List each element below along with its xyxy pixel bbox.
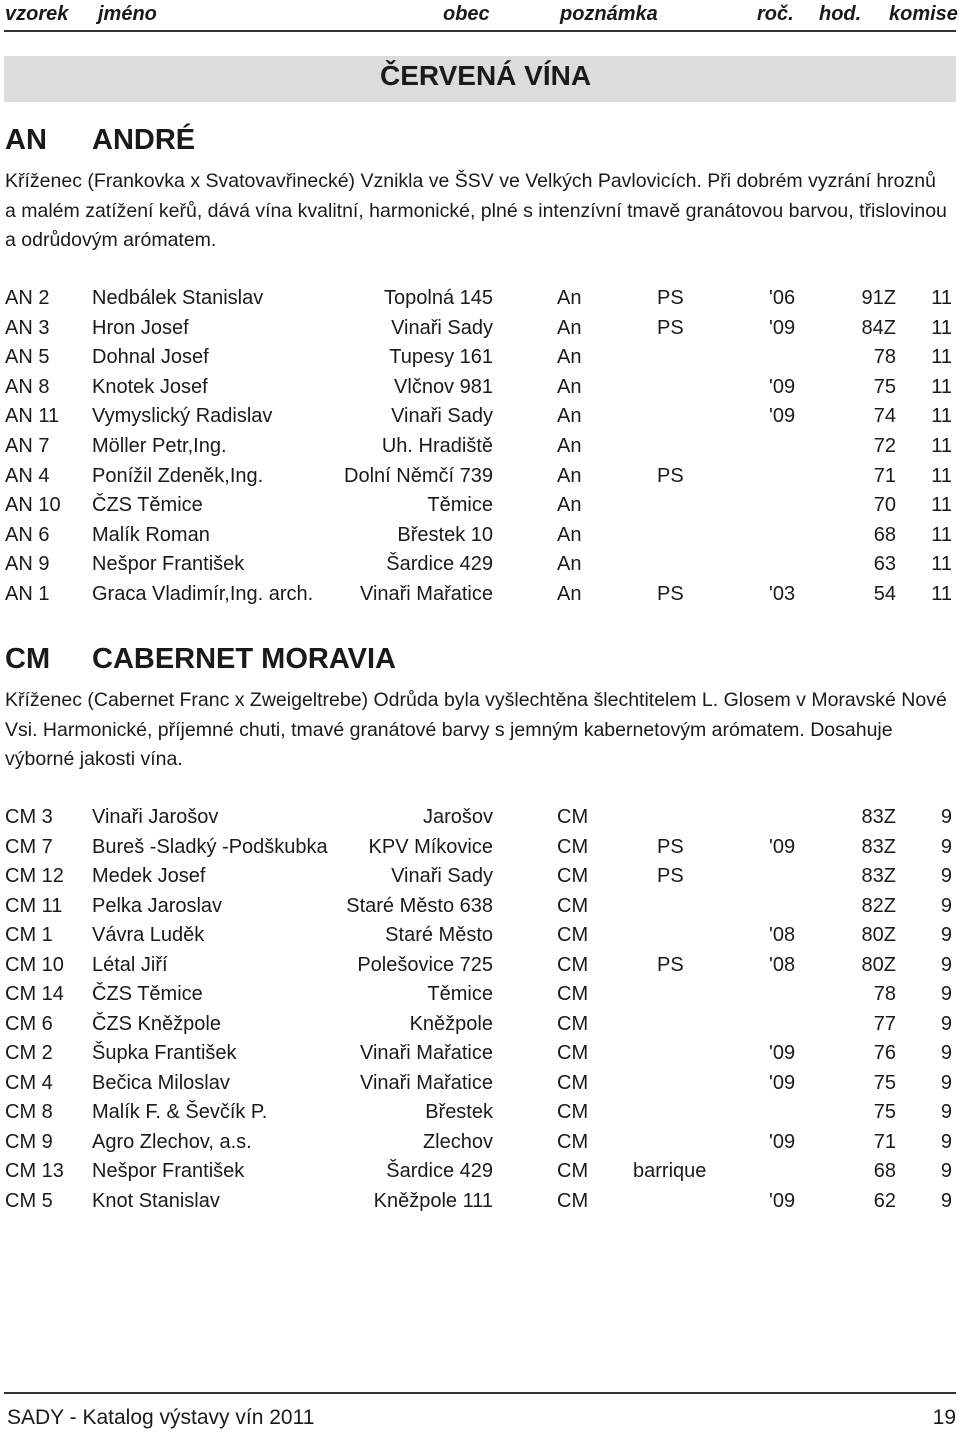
note-variety: CM	[557, 953, 589, 976]
score: 72	[873, 435, 896, 457]
vintage-year: '03	[769, 583, 796, 605]
grower-town: Topolná 145	[384, 287, 493, 309]
commission: 11	[931, 583, 952, 605]
score: 71	[873, 464, 896, 487]
note-variety: An	[557, 375, 582, 398]
table-row	[0, 921, 960, 950]
grower-town: KPV Míkovice	[368, 835, 493, 858]
grower-name: Hron Josef	[92, 316, 189, 339]
score: 83Z	[861, 806, 896, 828]
grower-name: Nedbálek Stanislav	[92, 287, 264, 309]
vintage-year: '09	[769, 1071, 796, 1094]
variety-code: CM	[5, 643, 51, 675]
vintage-year: '09	[769, 316, 796, 339]
sample-code: AN 6	[5, 523, 50, 546]
vintage-year: '08	[769, 953, 796, 976]
note-variety: An	[557, 405, 582, 428]
grower-name: Medek Josef	[92, 865, 206, 887]
note-variety: CM	[557, 1130, 589, 1153]
vintage-year: '09	[769, 1189, 796, 1212]
table-row	[0, 550, 960, 579]
commission: 11	[931, 346, 952, 369]
commission: 9	[940, 806, 952, 828]
score: 80Z	[861, 953, 896, 976]
table-row	[0, 892, 960, 921]
score: 70	[873, 494, 896, 517]
note-variety: CM	[557, 835, 589, 858]
sample-code: CM 13	[5, 1160, 64, 1182]
table-row	[0, 980, 960, 1009]
commission: 9	[940, 953, 952, 976]
note-variety: An	[557, 553, 582, 576]
table-row	[0, 580, 960, 609]
sample-code: CM 12	[5, 865, 64, 887]
table-row	[0, 951, 960, 980]
note-variety: CM	[557, 983, 589, 1005]
grower-town: Jarošov	[422, 806, 493, 828]
variety-name: ANDRÉ	[92, 124, 196, 156]
score: 82Z	[861, 894, 896, 917]
vintage-year: '09	[769, 835, 796, 858]
commission: 9	[940, 1130, 952, 1153]
grower-town: Vinaři Mařatice	[359, 1042, 493, 1064]
grower-name: Graca Vladimír,Ing. arch.	[92, 583, 314, 605]
sample-code: AN 5	[5, 346, 50, 369]
table-row	[0, 521, 960, 550]
header-divider	[4, 30, 956, 32]
note-extra: PS	[657, 953, 684, 976]
sample-code: CM 1	[5, 924, 53, 946]
variety-name: CABERNET MORAVIA	[92, 643, 396, 675]
score: 78	[873, 346, 896, 369]
commission: 11	[931, 494, 952, 517]
score: 68	[873, 1160, 896, 1182]
column-header-row	[0, 0, 960, 30]
grower-town: Tupesy 161	[389, 346, 493, 369]
table-row	[0, 1157, 960, 1186]
commission: 9	[940, 1160, 952, 1182]
note-variety: An	[557, 583, 582, 605]
grower-name: Malík Roman	[92, 523, 210, 546]
vintage-year: '06	[769, 287, 796, 309]
grower-town: Vlčnov 981	[394, 375, 493, 398]
note-variety: CM	[557, 1042, 589, 1064]
note-variety: An	[557, 346, 582, 369]
table-row	[0, 833, 960, 862]
note-variety: An	[557, 464, 582, 487]
note-variety: CM	[557, 806, 589, 828]
commission: 9	[940, 1189, 952, 1212]
grower-town: Břestek 10	[397, 523, 493, 546]
score: 76	[873, 1042, 896, 1064]
col-header-hod: hod.	[819, 3, 862, 25]
note-extra: PS	[657, 835, 684, 858]
grower-name: ČZS Těmice	[92, 494, 203, 517]
note-extra: PS	[657, 287, 684, 309]
score: 74	[873, 405, 896, 428]
note-variety: CM	[557, 1160, 589, 1182]
note-variety: CM	[557, 1189, 589, 1212]
note-variety: An	[557, 316, 582, 339]
variety-description: Kříženec (Cabernet Franc x Zweigeltrebe) Odrůda byla vyšlechtěna šlechtitelem L. Glosem v Moravské Nové Vsi. Harmonické, příjemné chuti, tmavé granátové barvy s jemným kabernetovým arómatem. Dosahuje výborné jakosti vína.	[5, 689, 947, 770]
note-variety: CM	[557, 1101, 589, 1123]
score: 84Z	[861, 316, 896, 339]
grower-town: Šardice 429	[386, 553, 493, 576]
sample-code: CM 9	[5, 1130, 53, 1153]
grower-name: Agro Zlechov, a.s.	[92, 1130, 252, 1153]
commission: 9	[940, 1101, 952, 1123]
sample-code: AN 3	[5, 316, 50, 339]
vintage-year: '09	[769, 375, 796, 398]
table-row	[0, 1128, 960, 1157]
table-row	[0, 1039, 960, 1068]
note-extra: PS	[657, 865, 684, 887]
grower-town: Zlechov	[422, 1130, 493, 1153]
score: 83Z	[861, 865, 896, 887]
col-header-roc: roč.	[757, 3, 794, 25]
sample-code: CM 14	[5, 983, 64, 1005]
commission: 9	[940, 894, 952, 917]
note-variety: An	[557, 287, 582, 309]
grower-town: Staré Město 638	[346, 894, 493, 917]
score: 68	[873, 523, 896, 546]
note-variety: An	[557, 523, 582, 546]
note-variety: CM	[557, 894, 589, 917]
table-row	[0, 314, 960, 343]
commission: 11	[931, 435, 952, 457]
grower-name: ČZS Těmice	[92, 983, 203, 1005]
note-extra: PS	[657, 316, 684, 339]
score: 63	[873, 553, 896, 576]
commission: 11	[931, 375, 952, 398]
col-header-vzorek: vzorek	[5, 3, 69, 25]
sample-code: AN 10	[5, 494, 61, 517]
score: 83Z	[861, 835, 896, 858]
grower-name: Dohnal Josef	[92, 346, 209, 369]
commission: 11	[931, 316, 952, 339]
variety-description: Kříženec (Frankovka x Svatovavřinecké) Vznikla ve ŠSV ve Velkých Pavlovicích. Při dobrém vyzrání hroznů a malém zatížení keřů, dává vína kvalitní, harmonické, plné s intenzívní tmavě granátovou barvou, třislovinou a odrůdovým arómatem.	[5, 170, 947, 251]
score: 75	[873, 375, 896, 398]
commission: 9	[940, 1071, 952, 1094]
grower-town: Dolní Němčí 739	[344, 464, 493, 487]
vintage-year: '09	[769, 1130, 796, 1153]
grower-town: Kněžpole	[409, 1012, 493, 1035]
table-row	[0, 284, 960, 313]
note-extra: barrique	[633, 1160, 707, 1182]
table-row	[0, 373, 960, 402]
grower-town: Těmice	[427, 494, 493, 517]
table-row	[0, 803, 960, 832]
variety-code: AN	[5, 124, 47, 156]
grower-name: Knot Stanislav	[92, 1189, 220, 1212]
grower-name: Knotek Josef	[92, 375, 208, 398]
grower-town: Vinaři Sady	[391, 865, 493, 887]
grower-name: Bureš -Sladký -Podškubka	[92, 835, 328, 858]
section-title: ČERVENÁ VÍNA	[380, 60, 592, 91]
footer-divider	[4, 1392, 956, 1394]
vintage-year: '08	[769, 924, 796, 946]
col-header-komise: komise	[889, 3, 958, 25]
grower-town: Těmice	[427, 983, 493, 1005]
sample-code: CM 6	[5, 1012, 53, 1035]
grower-name: Pelka Jaroslav	[92, 894, 223, 917]
sample-code: CM 11	[5, 894, 63, 917]
grower-name: Vávra Luděk	[92, 924, 205, 946]
commission: 11	[931, 405, 952, 428]
score: 77	[873, 1012, 896, 1035]
vintage-year: '09	[769, 1042, 796, 1064]
note-extra: PS	[657, 583, 684, 605]
note-variety: CM	[557, 1071, 589, 1094]
sample-code: AN 2	[5, 287, 50, 309]
grower-name: Bečica Miloslav	[92, 1071, 230, 1094]
note-variety: CM	[557, 924, 589, 946]
grower-name: Nešpor František	[92, 1160, 245, 1182]
note-variety: An	[557, 435, 582, 457]
table-row	[0, 862, 960, 891]
grower-name: Malík F. & Ševčík P.	[92, 1101, 268, 1123]
commission: 11	[931, 464, 952, 487]
sample-code: AN 8	[5, 375, 50, 398]
commission: 9	[940, 924, 952, 946]
grower-name: Vymyslický Radislav	[92, 405, 273, 428]
table-row	[0, 1010, 960, 1039]
grower-town: Kněžpole 111	[373, 1189, 493, 1212]
page-number: 19	[932, 1406, 956, 1429]
grower-name: Möller Petr,Ing.	[92, 435, 227, 457]
sample-code: CM 2	[5, 1042, 53, 1064]
grower-name: Létal Jiří	[92, 953, 168, 976]
table-row	[0, 1187, 960, 1216]
note-variety: An	[557, 494, 582, 517]
table-row	[0, 1098, 960, 1127]
table-row	[0, 1069, 960, 1098]
col-header-obec: obec	[443, 3, 490, 25]
commission: 11	[931, 523, 952, 546]
vintage-year: '09	[769, 405, 796, 428]
score: 75	[873, 1071, 896, 1094]
grower-town: Polešovice 725	[357, 953, 493, 976]
sample-code: CM 8	[5, 1101, 53, 1123]
sample-code: CM 7	[5, 835, 53, 858]
note-extra: PS	[657, 464, 684, 487]
commission: 9	[940, 865, 952, 887]
sample-code: AN 1	[5, 583, 50, 605]
grower-town: Šardice 429	[386, 1160, 493, 1182]
score: 91Z	[861, 287, 896, 309]
score: 75	[873, 1101, 896, 1123]
commission: 9	[940, 1042, 952, 1064]
sample-code: CM 5	[5, 1189, 53, 1212]
table-row	[0, 491, 960, 520]
col-header-jmeno: jméno	[98, 3, 157, 25]
sample-code: CM 4	[5, 1071, 53, 1094]
grower-town: Staré Město	[385, 924, 493, 946]
sample-code: CM 10	[5, 953, 64, 976]
note-variety: CM	[557, 865, 589, 887]
note-variety: CM	[557, 1012, 589, 1035]
grower-name: Vinaři Jarošov	[92, 806, 219, 828]
commission: 9	[940, 1012, 952, 1035]
sample-code: AN 11	[5, 405, 60, 428]
score: 78	[873, 983, 896, 1005]
commission: 11	[931, 553, 952, 576]
grower-town: Vinaři Mařatice	[359, 583, 493, 605]
grower-name: Šupka František	[92, 1042, 237, 1064]
grower-town: Vinaři Sady	[391, 405, 493, 428]
score: 80Z	[861, 924, 896, 946]
table-row	[0, 462, 960, 491]
grower-name: Ponížil Zdeněk,Ing.	[92, 464, 264, 487]
footer-catalog-title: SADY - Katalog výstavy vín 2011	[7, 1406, 315, 1429]
grower-town: Břestek	[425, 1101, 493, 1123]
sample-code: AN 7	[5, 435, 50, 457]
score: 54	[873, 583, 896, 605]
sample-code: AN 4	[5, 464, 50, 487]
table-row	[0, 402, 960, 431]
table-row	[0, 432, 960, 461]
commission: 11	[931, 287, 952, 309]
score: 62	[873, 1189, 896, 1212]
commission: 9	[940, 835, 952, 858]
grower-town: Vinaři Sady	[391, 316, 493, 339]
sample-code: CM 3	[5, 806, 53, 828]
sample-code: AN 9	[5, 553, 50, 576]
grower-name: Nešpor František	[92, 553, 245, 576]
grower-town: Uh. Hradiště	[381, 435, 493, 457]
table-row	[0, 343, 960, 372]
grower-name: ČZS Kněžpole	[92, 1012, 221, 1035]
col-header-poznamka: poznámka	[560, 3, 658, 25]
grower-town: Vinaři Mařatice	[359, 1071, 493, 1094]
commission: 9	[940, 983, 952, 1005]
score: 71	[873, 1130, 896, 1153]
